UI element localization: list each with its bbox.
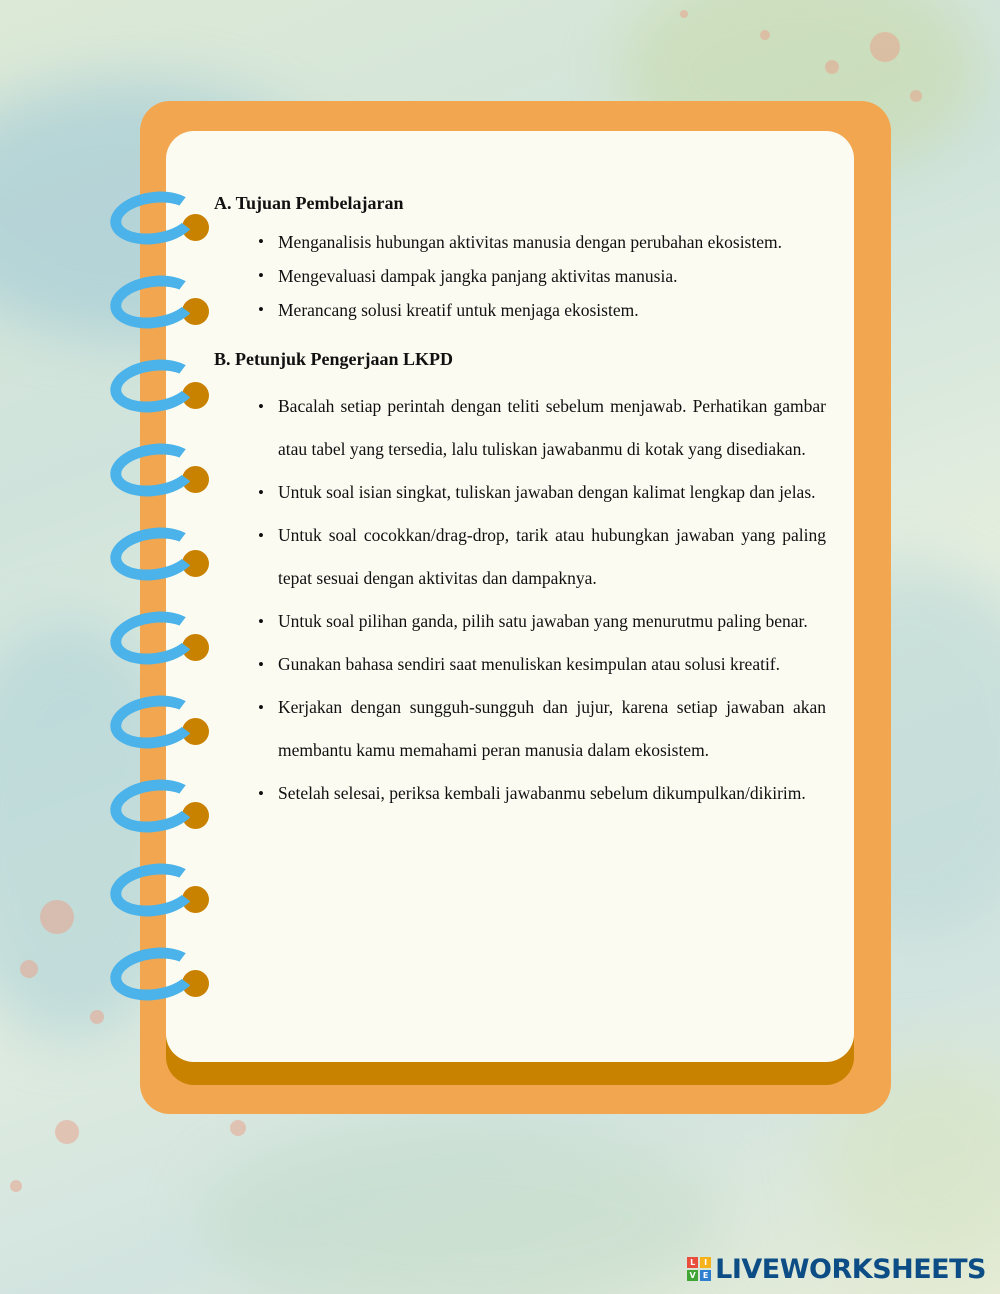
spiral-ring-icon — [110, 444, 210, 510]
spiral-ring-icon — [110, 192, 210, 258]
logo-text: LIVEWORKSHEETS — [715, 1253, 986, 1285]
spiral-ring-icon — [110, 276, 210, 342]
list-item: • Mengevaluasi dampak jangka panjang aktivitas manusia. — [214, 259, 826, 293]
list-item: • Setelah selesai, periksa kembali jawabanmu sebelum dikumpulkan/dikirim. — [214, 772, 826, 815]
spiral-ring-icon — [110, 948, 210, 1014]
instructions-list — [214, 385, 826, 815]
list-item: • Kerjakan dengan sungguh-sungguh dan jujur, karena setiap jawaban akan membantu kamu memahami peran manusia dalam ekosistem. — [214, 686, 826, 772]
spiral-ring-icon — [110, 780, 210, 846]
list-item: • Bacalah setiap perintah dengan teliti sebelum menjawab. Perhatikan gambar atau tabel yang tersedia, lalu tuliskan jawabanmu di kotak yang disediakan. — [214, 385, 826, 471]
list-item: • Untuk soal isian singkat, tuliskan jawaban dengan kalimat lengkap dan jelas. — [214, 471, 826, 514]
section-a-heading: A. Tujuan Pembelajaran — [214, 193, 404, 213]
spiral-ring-icon — [110, 864, 210, 930]
liveworksheets-logo[interactable] — [687, 1252, 986, 1286]
section-b-heading: B. Petunjuk Pengerjaan LKPD — [214, 349, 454, 369]
spiral-ring-icon — [110, 528, 210, 594]
list-item: • Untuk soal cocokkan/drag-drop, tarik atau hubungkan jawaban yang paling tepat sesuai dengan aktivitas dan dampaknya. — [214, 514, 826, 600]
page-content — [214, 189, 826, 815]
spiral-ring-icon — [110, 696, 210, 762]
spiral-ring-icon — [110, 612, 210, 678]
learning-objectives-list — [214, 225, 826, 327]
list-item: • Gunakan bahasa sendiri saat menuliskan kesimpulan atau solusi kreatif. — [214, 643, 826, 686]
list-item: • Merancang solusi kreatif untuk menjaga ekosistem. — [214, 293, 826, 327]
logo-blocks-icon: L I V E — [687, 1257, 711, 1281]
spiral-ring-icon — [110, 360, 210, 426]
list-item: • Untuk soal pilihan ganda, pilih satu jawaban yang menurutmu paling benar. — [214, 600, 826, 643]
list-item: • Menganalisis hubungan aktivitas manusia dengan perubahan ekosistem. — [214, 225, 826, 259]
